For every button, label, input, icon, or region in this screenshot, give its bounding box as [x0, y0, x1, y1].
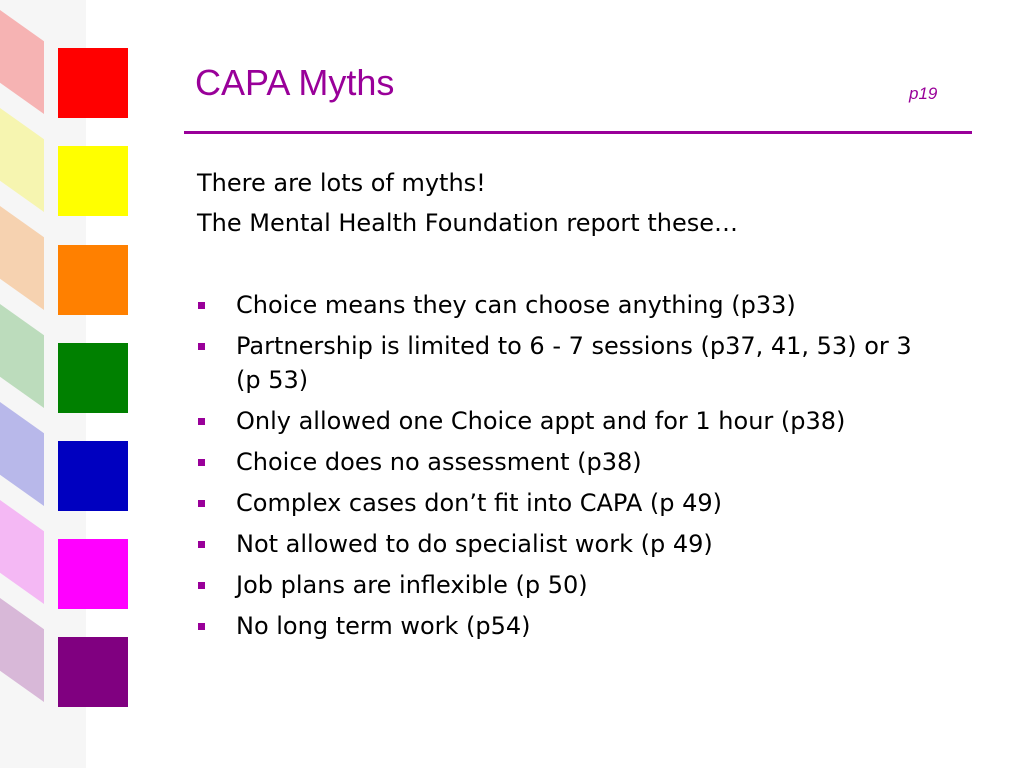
ribbon-blue	[0, 402, 44, 506]
ribbon-green	[0, 304, 44, 408]
swatch-green	[58, 343, 128, 413]
slide-title: CAPA Myths	[195, 62, 395, 103]
page-reference: p19	[909, 84, 938, 103]
ribbon-yellow	[0, 108, 44, 212]
list-item-text: Only allowed one Choice appt and for 1 hour (p38)	[236, 407, 846, 435]
list-item-text: Choice does no assessment (p38)	[236, 448, 642, 476]
list-item-text: Job plans are inflexible (p 50)	[236, 571, 588, 599]
ribbon-purple	[0, 598, 44, 702]
swatch-orange	[58, 245, 128, 315]
square-bullet-icon	[198, 541, 205, 548]
swatch-purple	[58, 637, 128, 707]
list-item-text: Choice means they can choose anything (p33)	[236, 291, 796, 319]
list-item	[197, 404, 936, 438]
list-item	[197, 445, 936, 479]
intro-text	[197, 167, 957, 247]
list-item-text: Not allowed to do specialist work (p 49)	[236, 530, 713, 558]
list-item	[197, 527, 936, 561]
square-bullet-icon	[198, 500, 205, 507]
swatch-red	[58, 48, 128, 118]
list-item	[197, 288, 936, 322]
list-item	[197, 609, 936, 643]
list-item	[197, 568, 936, 602]
square-bullet-icon	[198, 459, 205, 466]
intro-line: The Mental Health Foundation report these…	[197, 209, 738, 237]
square-bullet-icon	[198, 623, 205, 630]
square-bullet-icon	[198, 302, 205, 309]
square-bullet-icon	[198, 582, 205, 589]
swatch-yellow	[58, 146, 128, 216]
swatch-magenta	[58, 539, 128, 609]
intro-line: There are lots of myths!	[197, 169, 486, 197]
list-item	[197, 486, 936, 520]
list-item-text: Partnership is limited to 6 - 7 sessions (p37, 41, 53) or 3 (p 53)	[236, 332, 912, 394]
list-item-text: No long term work (p54)	[236, 612, 531, 640]
ribbon-red	[0, 10, 44, 114]
square-bullet-icon	[198, 418, 205, 425]
list-item	[197, 329, 936, 397]
square-bullet-icon	[198, 343, 205, 350]
myth-list	[197, 288, 957, 650]
ribbon-magenta	[0, 500, 44, 604]
title-divider	[184, 131, 972, 134]
list-item-text: Complex cases don’t fit into CAPA (p 49)	[236, 489, 723, 517]
swatch-blue	[58, 441, 128, 511]
ribbon-orange	[0, 206, 44, 310]
